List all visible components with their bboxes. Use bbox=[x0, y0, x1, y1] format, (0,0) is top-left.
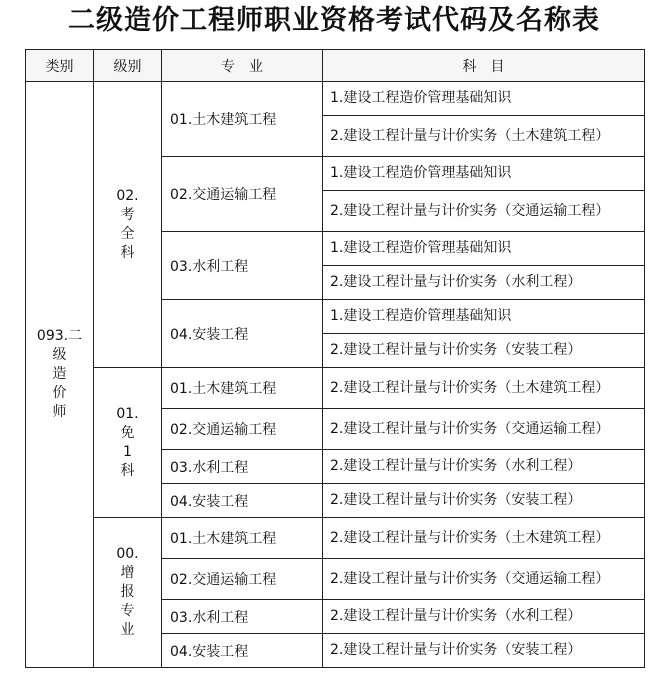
subject-cell: 2.建设工程计量与计价实务（土木建筑工程） bbox=[323, 116, 645, 157]
subject-cell: 1.建设工程造价管理基础知识 bbox=[323, 82, 645, 116]
page-title: 二级造价工程师职业资格考试代码及名称表 bbox=[68, 5, 600, 36]
level-code: 01. bbox=[116, 405, 139, 422]
table-row bbox=[26, 82, 645, 116]
category-name: 级造价师 bbox=[52, 347, 67, 420]
subject-cell: 2.建设工程计量与计价实务（水利工程） bbox=[323, 600, 645, 634]
major-cell: 01.土木建筑工程 bbox=[162, 368, 323, 409]
category-code: 093.二 bbox=[36, 328, 83, 344]
subject-cell: 1.建设工程造价管理基础知识 bbox=[323, 157, 645, 191]
level-code: 02. bbox=[116, 187, 139, 204]
table-row bbox=[26, 518, 645, 559]
subject-cell: 2.建设工程计量与计价实务（安装工程） bbox=[323, 634, 645, 668]
header-major: 专 业 bbox=[162, 50, 323, 82]
subject-cell: 2.建设工程计量与计价实务（交通运输工程） bbox=[323, 409, 645, 450]
major-cell: 04.安装工程 bbox=[162, 634, 323, 668]
major-cell: 02.交通运输工程 bbox=[162, 157, 323, 232]
subject-cell: 2.建设工程计量与计价实务（交通运输工程） bbox=[323, 559, 645, 600]
major-cell: 04.安装工程 bbox=[162, 300, 323, 368]
header-level: 级别 bbox=[94, 50, 162, 82]
subject-cell: 2.建设工程计量与计价实务（水利工程） bbox=[323, 266, 645, 300]
subject-cell: 2.建设工程计量与计价实务（交通运输工程） bbox=[323, 191, 645, 232]
subject-cell: 1.建设工程造价管理基础知识 bbox=[323, 232, 645, 266]
major-cell: 03.水利工程 bbox=[162, 600, 323, 634]
level-name: 考全科 bbox=[120, 206, 135, 261]
subject-cell: 2.建设工程计量与计价实务（安装工程） bbox=[323, 334, 645, 368]
major-cell: 02.交通运输工程 bbox=[162, 409, 323, 450]
table-header-row bbox=[26, 50, 645, 82]
level-name: 免1科 bbox=[120, 424, 135, 479]
level-name: 增报专业 bbox=[120, 565, 135, 638]
level-code: 00. bbox=[116, 546, 139, 562]
level-cell bbox=[94, 82, 162, 368]
major-cell: 01.土木建筑工程 bbox=[162, 82, 323, 157]
major-cell: 03.水利工程 bbox=[162, 450, 323, 484]
table-row bbox=[26, 368, 645, 409]
major-cell: 01.土木建筑工程 bbox=[162, 518, 323, 559]
subject-cell: 1.建设工程造价管理基础知识 bbox=[323, 300, 645, 334]
subject-cell: 2.建设工程计量与计价实务（土木建筑工程） bbox=[323, 518, 645, 559]
header-subject: 科 目 bbox=[323, 50, 645, 82]
major-cell: 02.交通运输工程 bbox=[162, 559, 323, 600]
exam-code-table bbox=[25, 49, 645, 668]
major-cell: 04.安装工程 bbox=[162, 484, 323, 518]
subject-cell: 2.建设工程计量与计价实务（水利工程） bbox=[323, 450, 645, 484]
subject-cell: 2.建设工程计量与计价实务（安装工程） bbox=[323, 484, 645, 518]
category-cell bbox=[26, 82, 94, 668]
level-cell bbox=[94, 368, 162, 518]
major-cell: 03.水利工程 bbox=[162, 232, 323, 300]
subject-cell: 2.建设工程计量与计价实务（土木建筑工程） bbox=[323, 368, 645, 409]
level-cell bbox=[94, 518, 162, 668]
header-category: 类别 bbox=[26, 50, 94, 82]
